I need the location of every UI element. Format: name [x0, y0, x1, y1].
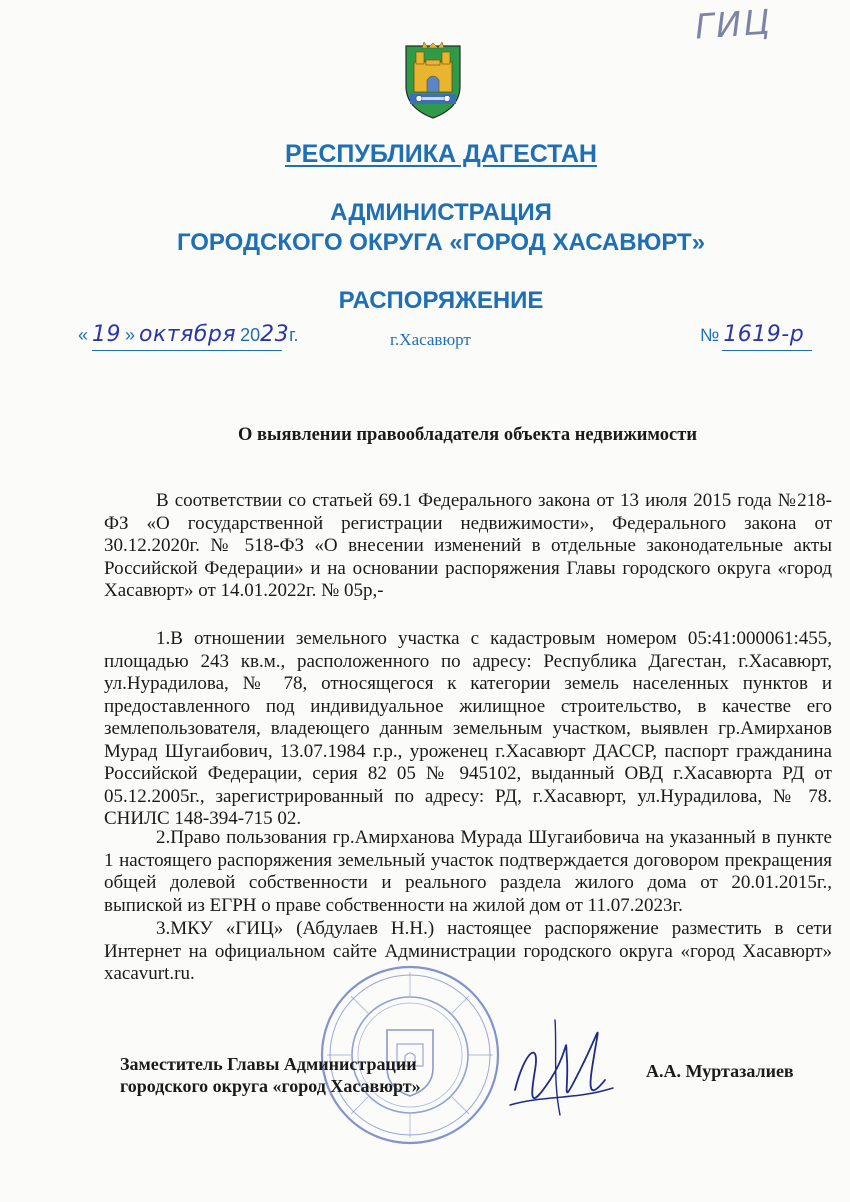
date-year-prefix: 20: [240, 325, 261, 345]
signer-position-line1: Заместитель Главы Администрации: [120, 1054, 417, 1074]
date-year-handwritten: 23: [260, 322, 290, 347]
item-1-paragraph: 1.В отношении земельного участка с кадастровым номером 05:41:000061:455, площадью 243 кв.м., расположенного по адресу: Республика Дагестан, г.Хасавюрт, ул.Нурадилова, № 78, относящегося к категории земель населенных пунктов и предоставленного под индивидуальное жилищное строительство, в качестве его землепользователя, владеющего данным земельным участком, выявлен гр.Амирханов Мурад Шугаибович, 13.07.1984 г.р., уроженец г.Хасавюрт ДАССР, паспорт гражданина Российской Федерации, серия 82 05 № 945102, выданный ОВД г.Хасавюрта РД от 05.12.2005г., зарегистрированный по адресу: РД, г.Хасавюрт, ул.Нурадилова, № 78. СНИЛС 148-394-715 02.: [104, 628, 832, 829]
handwritten-signature: [505, 1010, 620, 1125]
date-month-handwritten: октября: [139, 322, 237, 347]
date-day-handwritten: 19: [92, 322, 122, 347]
signer-name: А.А. Муртазалиев: [646, 1061, 794, 1081]
date-underline: [92, 350, 282, 351]
document-number: [700, 322, 810, 362]
document-type-title: РАСПОРЯЖЕНИЕ: [338, 287, 544, 314]
administration-title-line2: ГОРОДСКОГО ОКРУГА «ГОРОД ХАСАВЮРТ»: [176, 229, 706, 256]
preamble-paragraph: В соответствии со статьей 69.1 Федерального закона от 13 июля 2015 года №218-ФЗ «О государственной регистрации недвижимости», Федерального закона от 30.12.2020г. № 518-ФЗ «О внесении изменений в отдельные законодательные акты Российской Федерации» и на основании распоряжения Главы городского округа «город Хасавюрт» от 14.01.2022г. № 05р,-: [104, 490, 832, 601]
administration-title-line1: АДМИНИСТРАЦИЯ: [330, 199, 552, 226]
signer-position-line2: городского округа «город Хасавюрт»: [120, 1076, 421, 1096]
date-open-quote: «: [78, 325, 89, 345]
signer-position: [120, 1053, 421, 1097]
number-underline: [722, 350, 812, 351]
number-handwritten: 1619-р: [723, 322, 805, 347]
document-subject: О выявлении правообладателя объекта недвижимости: [238, 425, 697, 445]
date-year-suffix: г.: [289, 325, 299, 345]
republic-title: РЕСПУБЛИКА ДАГЕСТАН: [285, 140, 597, 168]
coat-of-arms-icon: [404, 42, 462, 120]
number-sign: №: [700, 325, 720, 345]
item-2-paragraph: 2.Право пользования гр.Амирханова Мурада Шугаибовича на указанный в пункте 1 настоящего распоряжения земельный участок подтверждается договором прекращения общей долевой собственности и реального раздела жилого дома от 20.01.2015г., выпиской из ЕГРН о праве собственности на жилой дом от 11.07.2023г.: [104, 827, 832, 916]
document-city: г.Хасавюрт: [390, 330, 471, 349]
date-close-quote: »: [125, 325, 136, 345]
item-3-paragraph: 3.МКУ «ГИЦ» (Абдулаев Н.Н.) настоящее распоряжение разместить в сети Интернет на официальном сайте Администрации городского округа «город Хасавюрт» xacavurt.ru.: [104, 918, 832, 984]
document-date: [78, 322, 308, 362]
handwritten-corner-note: ГИЦ: [693, 2, 774, 48]
administration-title: [0, 198, 850, 258]
